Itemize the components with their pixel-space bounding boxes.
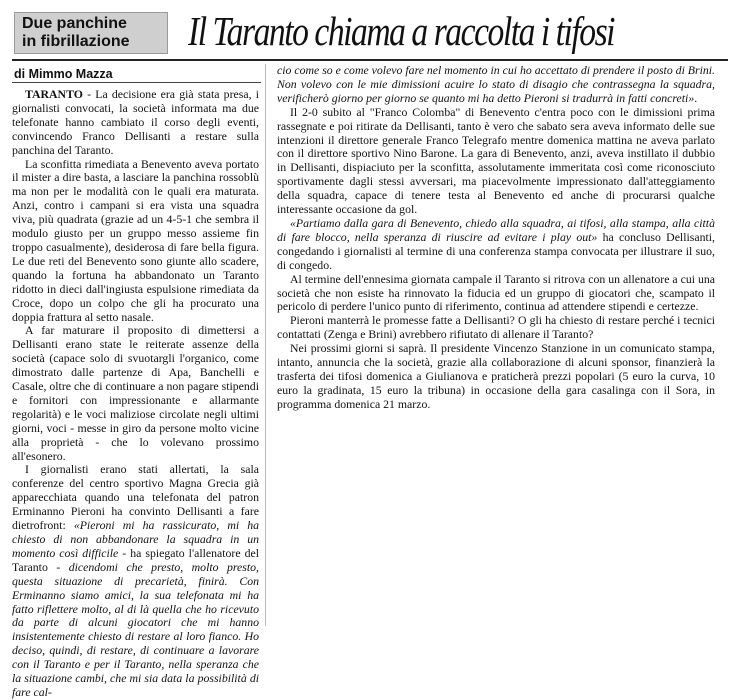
paragraph-text: - ha spiegato l'allenatore del Taranto -: [12, 545, 259, 574]
quote-text: dicendomi che presto, molto presto, questa situazione di precarietà, finirà. Con Erminanno siamo amici, la sua telefonata mi ha fatto riflettere molto, al di là quella che ho ricevuto da parte di alcuni giocatori che mi hanno insistentemente chiesto di restare al loro fianco. Ho deciso, quindi, di restare, di continuare a lavorare con il Taranto e per il Taranto, nella speranza che la situazione cambi, che mi sia data la possibilità di fare cal-: [12, 559, 260, 699]
quote-text: «Partiamo dalla gara di Benevento, chiedo alla squadra, ai tifosi, alla stampa, alla città di fare blocco, nella speranza di riuscire ad evitare i play out»: [277, 215, 715, 244]
byline-rule: [12, 82, 261, 83]
article-column-2: [277, 64, 715, 626]
paragraph-text: La sconfitta rimediata a Benevento aveva portato il mister a dire basta, a lasciare la panchina rossoblù ma non per le modalità con le quali era maturata. Anzi, contro i campani si era vista una squadra viva, più quadrata (grazie ad un 4-5-1 che sembra il modulo giusto per un gruppo messo assieme fin troppo casualmente), desiderosa di fare bella figura. Le due reti del Benevento sono giunte allo scadere, quando la fortuna ha abbandonato un Taranto ridotto in dieci dall'ingiusta espulsione rimediata da Croce, dopo un colpo che gli ha procurato una doppia frattura al setto nasale.: [12, 156, 259, 324]
paragraph-text: - La decisione era già stata presa, i giornalisti convocati, la società informata ma due telefonate hanno cambiato il corso degli eventi, convincendo Franco Dellisanti a restare sulla panchina del Taranto.: [12, 87, 259, 157]
paragraph: [12, 88, 259, 158]
column-divider: [265, 64, 266, 626]
paragraph: [277, 106, 715, 217]
byline: di Mimmo Mazza: [14, 67, 113, 81]
kicker-line-2: in fibrillazione: [22, 33, 130, 50]
paragraph-text: Nei prossimi giorni si saprà. Il presidente Vincenzo Stanzione in un comunicato stampa, intanto, annuncia che la società, grazie alla collaborazione di alcuni sponsor, finanzierà la trasferta dei tifosi domenica a Giulianova e praticherà prezzi popolari (5 euro la curva, 10 euro la gradinata, 15 euro la tribuna) in occasione della gara casalinga con il Sora, in programma domenica 21 marzo.: [277, 341, 715, 411]
paragraph-text: .: [694, 90, 698, 105]
paragraph: [12, 463, 259, 699]
paragraph-text: A far maturare il proposito di dimettersi a Dellisanti erano state le reiterate assenze della società (capace solo di svuotargli l'organico, come dimostrato dalle partenze di Apa, Banchelli e Casale, oltre che di continuare a non pagare stipendi e fornitori con impressionante e allarmante regolarità) e le voci maliziose circolate negli ultimi giorni, voci - messe in giro da persone molto vicine alla proprietà - che lo volevano prossimo all'esonero.: [12, 323, 259, 463]
paragraph-text: Il 2-0 subito al "Franco Colomba" di Benevento c'entra poco con le dimissioni prima rassegnate e poi ritirate da Dellisanti, tanto è vero che sabato sera aveva informato delle sue intenzioni il direttore generale Franco Telegrafo mentre domenica mattina ne aveva parlato con il direttore sportivo Nino Barone. La gara di Benevento, anzi, aveva instillato il dubbio in Dellisanti, dispiaciuto per la sconfitta, assolutamente immeritata così come riconosciuto sportivamente dagli stessi avversari, ma piacevolmente impressionato dall'atteggiamento della squadra, capace di tenere testa al Benevento ed anche di procurarsi qualche interessante occasione da gol.: [277, 104, 715, 217]
paragraph: [277, 217, 715, 273]
paragraph: [277, 342, 715, 412]
dateline: TARANTO: [25, 87, 83, 101]
paragraph: [277, 314, 715, 342]
quote-text: cio come so e come volevo fare nel momento in cui ho accettato di prendere il posto di Brini. Non volevo con le mie dimissioni acuire lo stato di disagio che contrassegna la squadra, verificherò giorno per giorno se quanto mi ha detto Pieroni si tradurrà in fatti concreti»: [277, 63, 716, 105]
paragraph: [277, 64, 715, 106]
paragraph: [277, 273, 715, 315]
paragraph-text: ha concluso Dellisanti, congedando i giornalisti al termine di una conferenza stampa convocata per illustrare il suo, di congedo.: [277, 229, 715, 272]
article-column-1: [12, 87, 260, 699]
quote-text: «Pieroni mi ha rassicurato, mi ha chiesto di non abbandonare la squadra in un momento così difficile: [12, 518, 259, 560]
paragraph: [12, 324, 259, 463]
paragraph: [12, 158, 259, 325]
headline: Il Taranto chiama a raccolta i tifosi: [188, 8, 615, 54]
kicker-line-1: Due panchine: [22, 15, 127, 32]
headline-rule: [12, 59, 728, 61]
kicker-box: [14, 12, 168, 54]
paragraph-text: Al termine dell'ennesima giornata campale il Taranto si ritrova con un allenatore a cui una società che non esiste ha rinnovato la fiducia ed un gruppo di giocatori che, scampato il pericolo di perdere l'unico punto di riferimento, continua ad attendere stipendi e certezze.: [277, 271, 715, 314]
paragraph-text: Pieroni manterrà le promesse fatte a Dellisanti? O gli ha chiesto di restare perché i tecnici contattati (Zenga e Brini) avrebbero rifiutato di allenare il Taranto?: [277, 313, 715, 342]
paragraph-text: I giornalisti erano stati allertati, la sala conferenze del centro sportivo Magna Grecia già apparecchiata quando una telefonata del patron Erminanno Pieroni ha convinto Dellisanti a fare dietrofront:: [12, 462, 259, 533]
